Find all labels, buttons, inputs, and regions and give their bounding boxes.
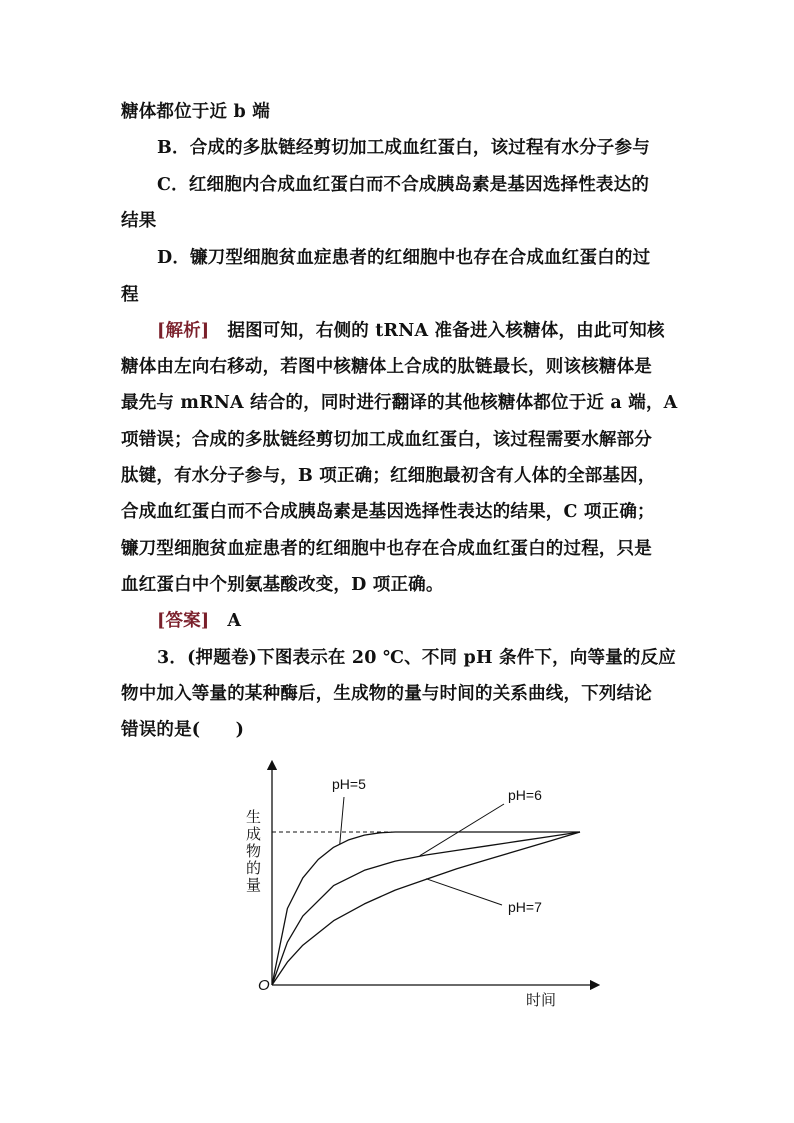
analysis-text: 据图可知，右侧的 tRNA 准备进入核糖体，由此可知核: [227, 321, 665, 341]
analysis-line: 项错误；合成的多肽链经剪切加工成血红蛋白，该过程需要水解部分: [121, 430, 652, 450]
y-axis-label-char: 物: [246, 843, 262, 860]
analysis-line: 镰刀型细胞贫血症患者的红细胞中也存在合成血红蛋白的过程，只是: [121, 539, 652, 559]
answer-tag: [答案]: [157, 611, 210, 631]
answer-value: A: [227, 611, 242, 631]
enzyme-ph-chart: [240, 755, 610, 1015]
analysis-line: [157, 317, 665, 342]
analysis-line: 合成血红蛋白而不合成胰岛素是基因选择性表达的结果，C 项正确；: [121, 502, 655, 522]
question-3: 3．(押题卷)下图表示在 20 ℃、不同 pH 条件下，向等量的反应: [157, 648, 676, 668]
origin-label: O: [258, 977, 270, 994]
y-axis-label-char: 的: [246, 860, 262, 877]
y-axis-label-char: 量: [246, 877, 262, 894]
option-d-continued: 程: [121, 285, 139, 305]
analysis-line: 最先与 mRNA 结合的，同时进行翻译的其他核糖体都位于近 a 端，A: [121, 393, 678, 413]
leader-line: [420, 804, 504, 856]
analysis-tag: [解析]: [157, 321, 210, 341]
question-3-line: 错误的是( ): [121, 720, 245, 740]
series-label: pH=5: [332, 776, 366, 792]
option-c: C．红细胞内合成血红蛋白而不合成胰岛素是基因选择性表达的: [157, 175, 650, 195]
option-b: B．合成的多肽链经剪切加工成血红蛋白，该过程有水分子参与: [157, 138, 650, 158]
analysis-line: 肽键，有水分子参与，B 项正确；红细胞最初含有人体的全部基因，: [121, 466, 656, 486]
leader-line: [340, 797, 344, 844]
leader-line: [426, 879, 502, 905]
y-axis-label: [246, 809, 261, 894]
text-line: 糖体都位于近 b 端: [121, 102, 270, 122]
x-axis-label: 时间: [526, 991, 557, 1009]
answer-line: [157, 607, 241, 632]
series-label: pH=7: [508, 899, 542, 915]
question-3-line: 物中加入等量的某种酶后，生成物的量与时间的关系曲线，下列结论: [121, 684, 652, 704]
analysis-line: 血红蛋白中个别氨基酸改变，D 项正确。: [121, 575, 444, 595]
option-c-continued: 结果: [121, 211, 157, 231]
y-axis-label-char: 生: [246, 809, 262, 826]
option-d: D．镰刀型细胞贫血症患者的红细胞中也存在合成血红蛋白的过: [157, 248, 651, 268]
analysis-line: 糖体由左向右移动，若图中核糖体上合成的肽链最长，则该核糖体是: [121, 357, 652, 377]
y-axis-label-char: 成: [246, 826, 262, 843]
series-label: pH=6: [508, 787, 542, 803]
